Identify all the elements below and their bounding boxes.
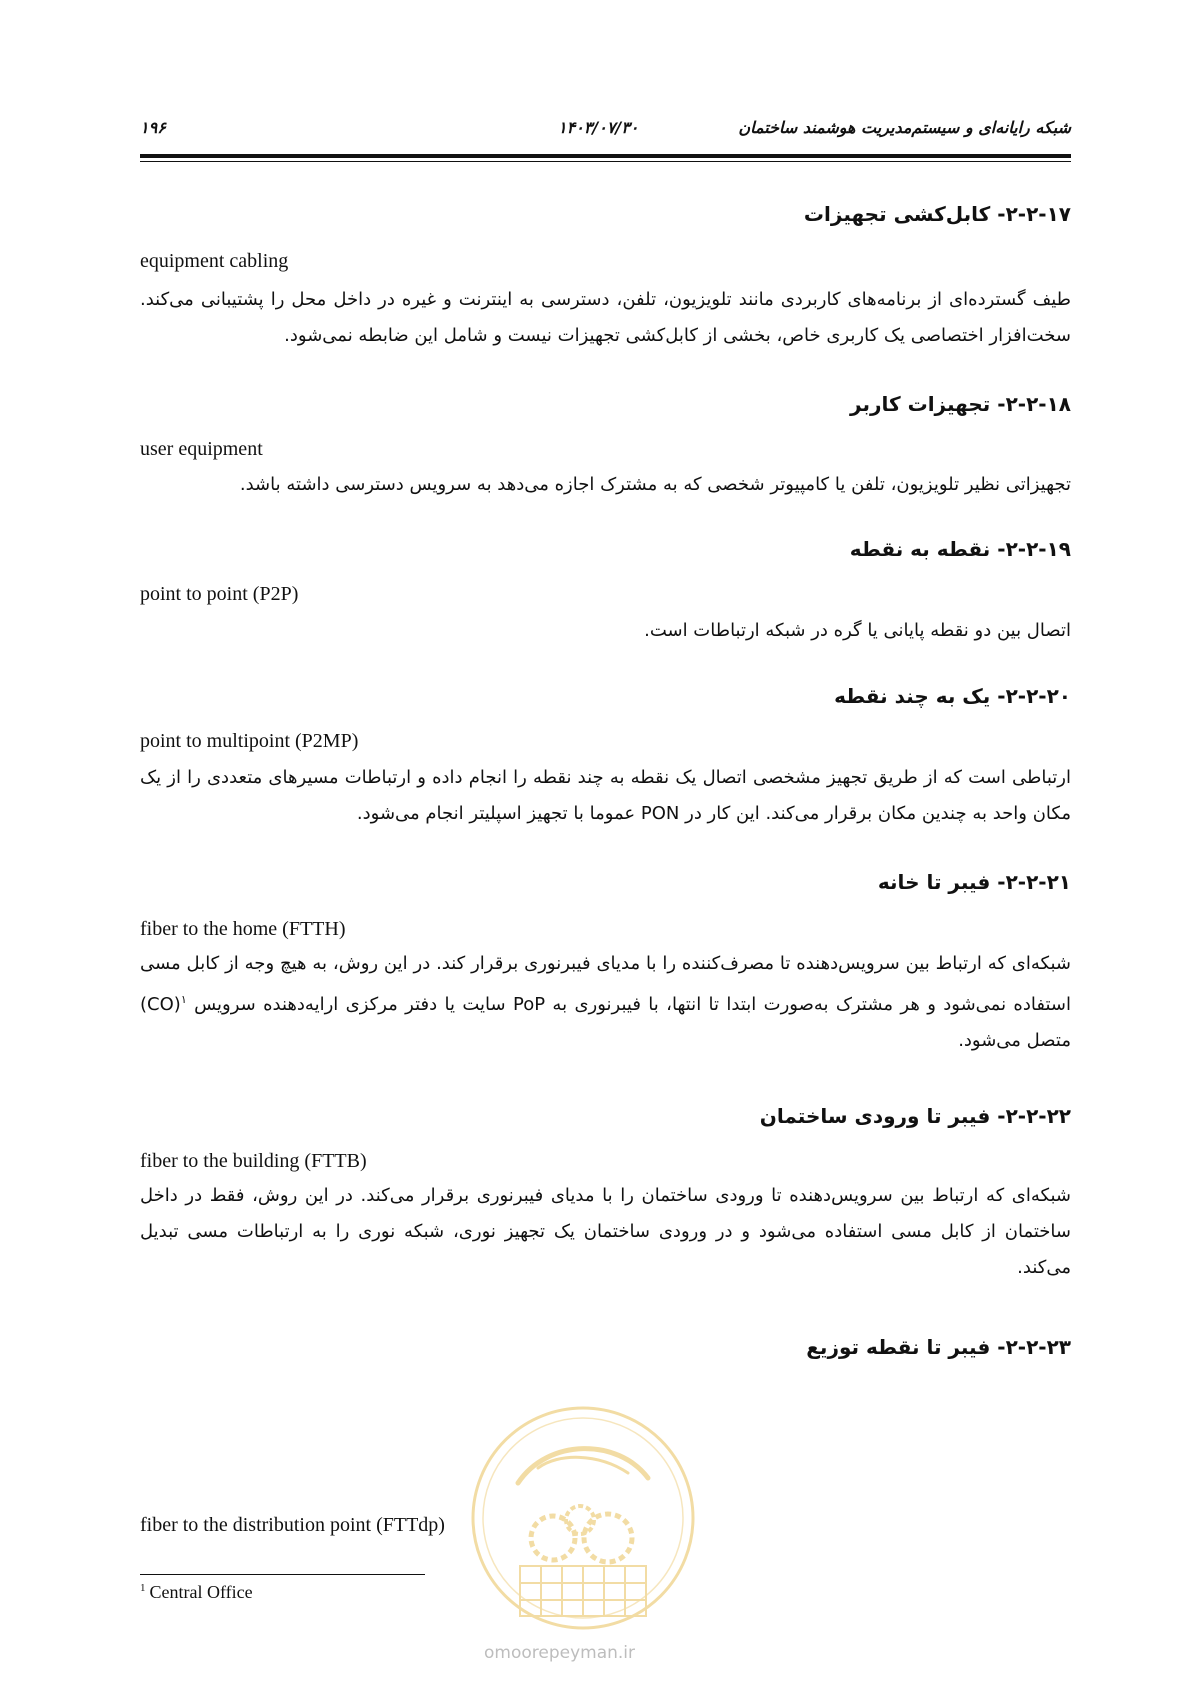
paragraph-text: تجهیزاتی نظیر تلویزیون، تلفن یا کامپیوتر شخصی که به مشترک اجازه می‌دهد به سرویس دسترسی داشته باشد. bbox=[239, 474, 1071, 495]
section-english-term: point to multipoint (P2MP) bbox=[140, 730, 359, 752]
section-heading: ۲-۲-۱۸- تجهیزات کاربر bbox=[850, 392, 1071, 416]
watermark-url: omoorepeyman.ir bbox=[484, 1643, 636, 1663]
page-header bbox=[140, 118, 1071, 148]
section-english-term: fiber to the building (FTTB) bbox=[140, 1150, 367, 1172]
header-date: ۱۴۰۳/۰۷/۳۰ bbox=[558, 118, 639, 137]
header-rule-thick bbox=[140, 154, 1071, 158]
footnote-mark: 1 bbox=[140, 1582, 146, 1594]
section-heading: ۲-۲-۱۹- نقطه به نقطه bbox=[849, 537, 1071, 561]
paragraph-text: ارتباطی است که از طریق تجهیز مشخصی اتصال یک نقطه به چند نقطه را انجام داده و ارتباطات مسیرهای متعددی را از یک مکان واحد به چندین مکان برقرار می‌کند. این کار در PON عموما با تجهیز اسپلیتر انجام می‌شود. bbox=[140, 767, 1071, 824]
section-heading: ۲-۲-۲۰- یک به چند نقطه bbox=[834, 684, 1071, 708]
section-paragraph bbox=[140, 760, 1071, 832]
paragraph-text: اتصال بین دو نقطه پایانی یا گره در شبکه ارتباطات است. bbox=[644, 620, 1071, 641]
section-heading: ۲-۲-۲۳- فیبر تا نقطه توزیع bbox=[806, 1335, 1071, 1359]
section-paragraph bbox=[140, 282, 1071, 354]
section-paragraph bbox=[140, 946, 1071, 1059]
paragraph-text: شبکه‌ای که ارتباط بین سرویس‌دهنده تا ورودی ساختمان را با مدیای فیبرنوری برقرار می‌کند. در این روش، فقط در داخل ساختمان از کابل مسی استفاده می‌شود و در ورودی ساختمان یک تجهیز نوری، شبکه نوری را به ارتباطات مسی تبدیل می‌کند. bbox=[140, 1185, 1071, 1278]
section-heading: ۲-۲-۲۱- فیبر تا خانه bbox=[877, 870, 1071, 894]
header-rule-thin bbox=[140, 161, 1071, 162]
page-number: ۱۹۶ bbox=[140, 118, 166, 137]
section-heading: ۲-۲-۱۷- کابل‌کشی تجهیزات bbox=[803, 202, 1071, 226]
footnote-rule bbox=[140, 1574, 425, 1575]
header-title: شبکه رایانه‌ای و سیستم‌مدیریت هوشمند ساختمان bbox=[738, 118, 1071, 137]
paragraph-text-main: شبکه‌ای که ارتباط بین سرویس‌دهنده تا مصرف‌کننده را با مدیای فیبرنوری برقرار کند. در این روش، به هیچ وجه از کابل مسی استفاده نمی‌شود و هر مشترک به‌صورت ابتدا تا انتها، با فیبرنوری به PoP سایت یا دفتر مرکزی ارایه‌دهنده سرویس bbox=[140, 953, 1071, 1015]
watermark-logo bbox=[458, 1398, 708, 1638]
paragraph-text bbox=[140, 946, 1071, 1059]
section-english-term: equipment cabling bbox=[140, 250, 289, 272]
section-paragraph bbox=[140, 1178, 1071, 1286]
footnote-reference: ۱ bbox=[180, 993, 187, 1006]
section-english-term: user equipment bbox=[140, 438, 263, 460]
section-english-term: fiber to the distribution point (FTTdp) bbox=[140, 1514, 445, 1536]
paragraph-text-tail: (CO) متصل می‌شود. bbox=[140, 994, 1071, 1051]
section-heading: ۲-۲-۲۲- فیبر تا ورودی ساختمان bbox=[759, 1104, 1071, 1128]
paragraph-text: طیف گسترده‌ای از برنامه‌های کاربردی مانند تلویزیون، تلفن، دسترسی به اینترنت و غیره در داخل محل را پشتیبانی می‌کند. سخت‌افزار اختصاصی یک کاربری خاص، بخشی از کابل‌کشی تجهیزات نیست و شامل این ضابطه نمی‌شود. bbox=[140, 289, 1071, 346]
section-paragraph bbox=[140, 613, 1071, 649]
footnote bbox=[140, 1582, 253, 1603]
section-paragraph bbox=[140, 467, 1071, 503]
footnote-text: Central Office bbox=[149, 1582, 253, 1602]
section-english-term: point to point (P2P) bbox=[140, 583, 299, 605]
section-english-term: fiber to the home (FTTH) bbox=[140, 918, 346, 940]
